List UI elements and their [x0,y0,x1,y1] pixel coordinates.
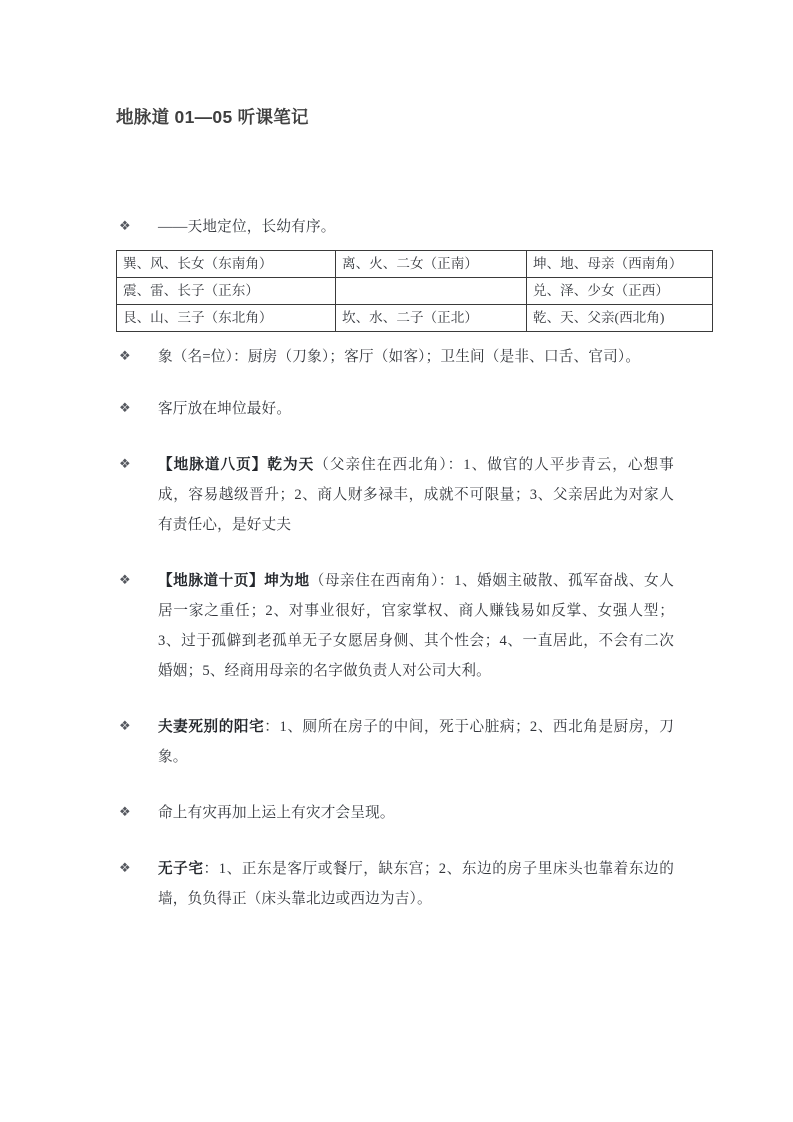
table-cell-southwest: 坤、地、母亲（西南角） [527,251,713,278]
table-cell-south: 离、火、二女（正南） [336,251,527,278]
bullet-text-5 [158,566,674,686]
title-spacer [116,130,674,212]
bullet-text-3: 客厅放在坤位最好。 [158,401,292,417]
bullet-text-5-heading: 【地脉道十页】坤为地 [158,573,310,589]
bullet-text-4 [158,450,674,540]
diamond-bullet-icon: ❖ [119,805,131,820]
document-content [116,104,683,936]
bullet-text-2: 象（名=位）：厨房（刀象）；客厅（如客）；卫生间（是非、口舌、官司）。 [158,349,641,365]
bullet-item-8 [116,854,674,914]
diamond-bullet-icon: ❖ [119,861,131,876]
diamond-bullet-icon: ❖ [119,219,131,234]
bullet-text-7: 命上有灾再加上运上有灾才会呈现。 [158,805,395,821]
bullet-item-5 [116,566,674,686]
bullet-item-6 [116,712,674,772]
bullet-text-6-body: ：1、厕所在房子的中间，死于心脏病；2、西北角是厨房，刀象。 [158,719,674,765]
diamond-bullet-icon: ❖ [119,573,131,588]
bullet-text-4-body: （父亲住在西北角）：1、做官的人平步青云，心想事成，容易越级晋升；2、商人财多禄丰，成就不可限量；3、父亲居此为对家人有责任心，是好丈夫 [158,457,674,533]
table-row [117,251,713,278]
bullet-item-3 [116,394,674,424]
bullet-text-8 [158,854,674,914]
bullet-text-5-body: （母亲住在西南角）：1、婚姻主破散、孤军奋战、女人居一家之重任；2、对事业很好，官家掌权、商人赚钱易如反掌、女强人型；3、过于孤僻到老孤单无子女愿居身侧、其个性会；4、一直居此，不会有二次婚姻；5、经商用母亲的名字做负责人对公司大利。 [158,573,674,679]
table-cell-west: 兑、泽、少女（正西） [527,278,713,305]
bagua-table-wrapper [116,250,683,332]
diamond-bullet-icon: ❖ [119,719,131,734]
table-cell-northwest: 乾、天、父亲(西北角) [527,305,713,332]
table-cell-east: 震、雷、长子（正东） [117,278,336,305]
table-row [117,278,713,305]
bullet-text-6 [158,712,674,772]
bullet-text-4-heading: 【地脉道八页】乾为天 [158,457,315,473]
diamond-bullet-icon: ❖ [119,457,131,472]
diamond-bullet-icon: ❖ [119,349,131,364]
bullet-text-8-body: ：1、正东是客厅或餐厅，缺东宫；2、东边的房子里床头也靠着东边的墙，负负得正（床头靠北边或西边为吉）。 [158,861,674,907]
bullet-text-1: ——天地定位，长幼有序。 [158,219,336,235]
page-title: 地脉道 01—05 听课笔记 [116,107,309,127]
bullet-item-2 [116,342,674,372]
table-cell-northeast: 艮、山、三子（东北角） [117,305,336,332]
bullet-text-8-heading: 无子宅 [158,861,204,877]
bagua-direction-table [116,250,713,332]
bullet-text-6-heading: 夫妻死别的阳宅 [158,719,265,735]
table-cell-north: 坎、水、二子（正北） [336,305,527,332]
bullet-item-4 [116,450,674,540]
bullet-item-7 [116,798,674,828]
bullet-item-1 [116,212,674,242]
table-cell-center-empty [336,278,527,305]
diamond-bullet-icon: ❖ [119,401,131,416]
table-cell-southeast: 巽、风、长女（东南角） [117,251,336,278]
table-row [117,305,713,332]
